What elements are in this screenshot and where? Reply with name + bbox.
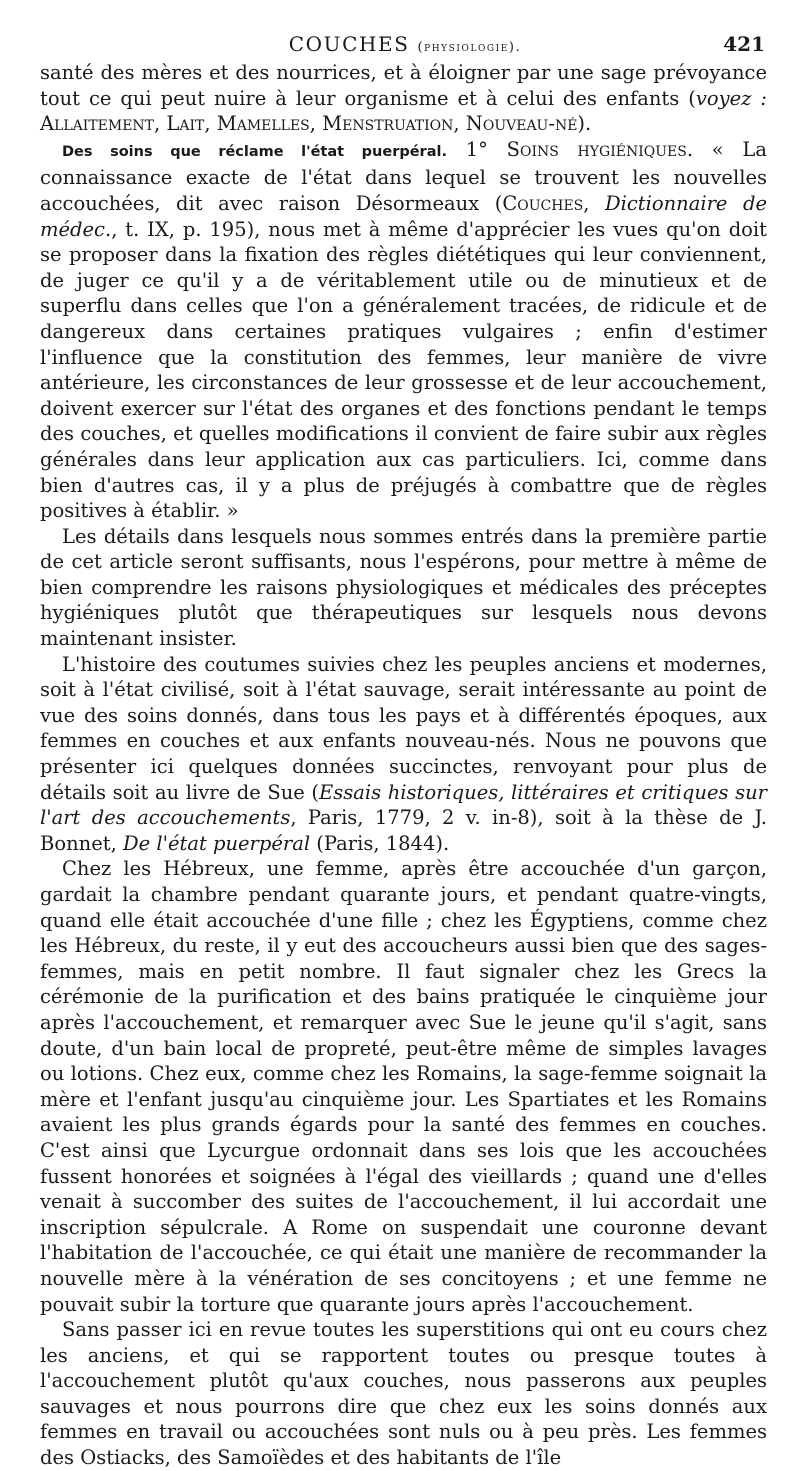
text-span: santé des mères et des nourrices, et à éloigner par une sage prévoyance tout ce qui peut nuire à leur organisme et à celui des enfants ( [40, 61, 767, 110]
text-span: L'histoire des coutumes suivies chez les peuples anciens et modernes, soit à l'état civilisé, soit à l'état sauvage, serait intéressante au point de vue des soins donnés, dans tous les pays et à différentés époques, aux femmes en couches et aux enfants nouveau-nés. Nous ne pouvons que présenter ici quelques données succinctes, renvoyant pour plus de détails soit au livre de Sue ( [40, 652, 767, 804]
cross-references: Allaitement, Lait, Mamelles, Menstruation, Nouveau-né [40, 112, 578, 136]
citation-term: Couches [502, 191, 584, 215]
paragraph-ancients: Chez les Hébreux, une femme, après être accouchée d'un garçon, gardait la chambre pendant quarante jours, et pendant quatre-vingts, quand elle était accouchée d'une fille ; chez les Égyptiens, comme chez les Hébreux, du reste, il y eut des accoucheurs aussi bien que des sages-femmes, mais en petit nombre. Il faut signaler chez les Grecs la cérémonie de la purification et des bains pratiquée le cinquième jour après l'accouchement, et remarquer avec Sue le jeune qu'il s'agit, sans doute, d'un bain local de propreté, peut-être même de simples lavages ou lotions. Chez eux, comme chez les Romains, la sage-femme soignait la mère et l'enfant jusqu'au cinquième jour. Les Spartiates et les Romains avaient les plus grands égards pour la santé des femmes en couches. C'est ainsi que Lycurgue ordonnait dans ses lois que les accouchées fussent honorées et soignées à l'égal des vieillards ; quand une d'elles venait à succomber des suites de l'accouchement, il lui accordait une inscription sépulcrale. A Rome on suspendait une couronne devant l'habitation de l'accouchée, ce qui était une manière de recommander la nouvelle mère à la vénération de ses concitoyens ; et une femme ne pouvait subir la torture que quarante jours après l'accouchement. [40, 857, 767, 1316]
running-title [45, 32, 765, 56]
header-subtitle: (physiologie). [417, 40, 522, 55]
thesis-title: De l'état puerpéral [122, 831, 311, 855]
text-span: ). [577, 112, 592, 136]
article-body [40, 60, 767, 1471]
paragraph-continued [40, 60, 767, 137]
paragraph-details: Les détails dans lesquels nous sommes entrés dans la première partie de cet article seront suffisants, nous l'espérons, pour mettre à même de bien comprendre les raisons physiologiques et médicales des préceptes hygiéniques plutôt que thérapeutiques sur lesquels nous devons maintenant insister. [40, 524, 767, 651]
subsection-title: 1° Soins hygiéniques. [446, 137, 694, 161]
paragraph-superstitions: Sans passer ici en revue toutes les superstitions qui ont eu cours chez les anciens, et qui se rapportent toutes ou presque toutes à l'accouchement plutôt qu'aux couches, nous passerons aux peuples sauvages et nous pourrons dire que chez eux les soins donnés aux femmes en travail ou accouchées sont nuls ou à peu près. Les femmes des Ostiacks, des Samoïèdes et des habitants de l'île [40, 1318, 767, 1470]
paragraph-history [40, 652, 767, 857]
paragraph-hygiene [40, 137, 767, 524]
see-also-label: voyez : [695, 86, 767, 110]
book-title: Essais historiques, littéraires et critiques sur l'art des accouchements [40, 780, 767, 830]
text-span: , [583, 191, 605, 215]
text-span: , t. IX, p. 195), nous met à même d'apprécier les vues qu'on doit se proposer dans la fixation des règles diététiques qui leur conviennent, de juger ce qu'il y a de véritablement utile ou de minutieux et de superflu dans celles que l'on a généralement tracées, de ridicule et de dangereux dans certaines pratiques vulgaires ; enfin d'estimer l'influence que la constitution des femmes, leur manière de vivre antérieure, les circonstances de leur grossesse et de leur accouchement, doivent exercer sur l'état des organes et des fonctions pendant le temps des couches, et quelles modifications il convient de faire subir aux règles générales dans leur application aux cas particuliers. Ici, comme dans bien d'autres cas, il y a plus de préjugés à combattre que de règles positives à établir. » [40, 217, 767, 523]
section-sidehead: Des soins que réclame l'état puerpéral. [62, 143, 447, 160]
text-span: « La connaissance exacte de l'état dans lequel se trouvent les nouvelles accouchées, dit avec raison Désormeaux ( [40, 137, 767, 215]
citation-title: Dictionnaire de médec. [40, 191, 767, 241]
page-number: 421 [723, 32, 765, 56]
running-header [45, 30, 765, 60]
header-title: COUCHES [288, 32, 410, 56]
text-span: , Paris, 1779, 2 v. in-8), soit à la thèse de J. Bonnet, [40, 806, 768, 855]
text-span: (Paris, 1844). [310, 831, 450, 855]
